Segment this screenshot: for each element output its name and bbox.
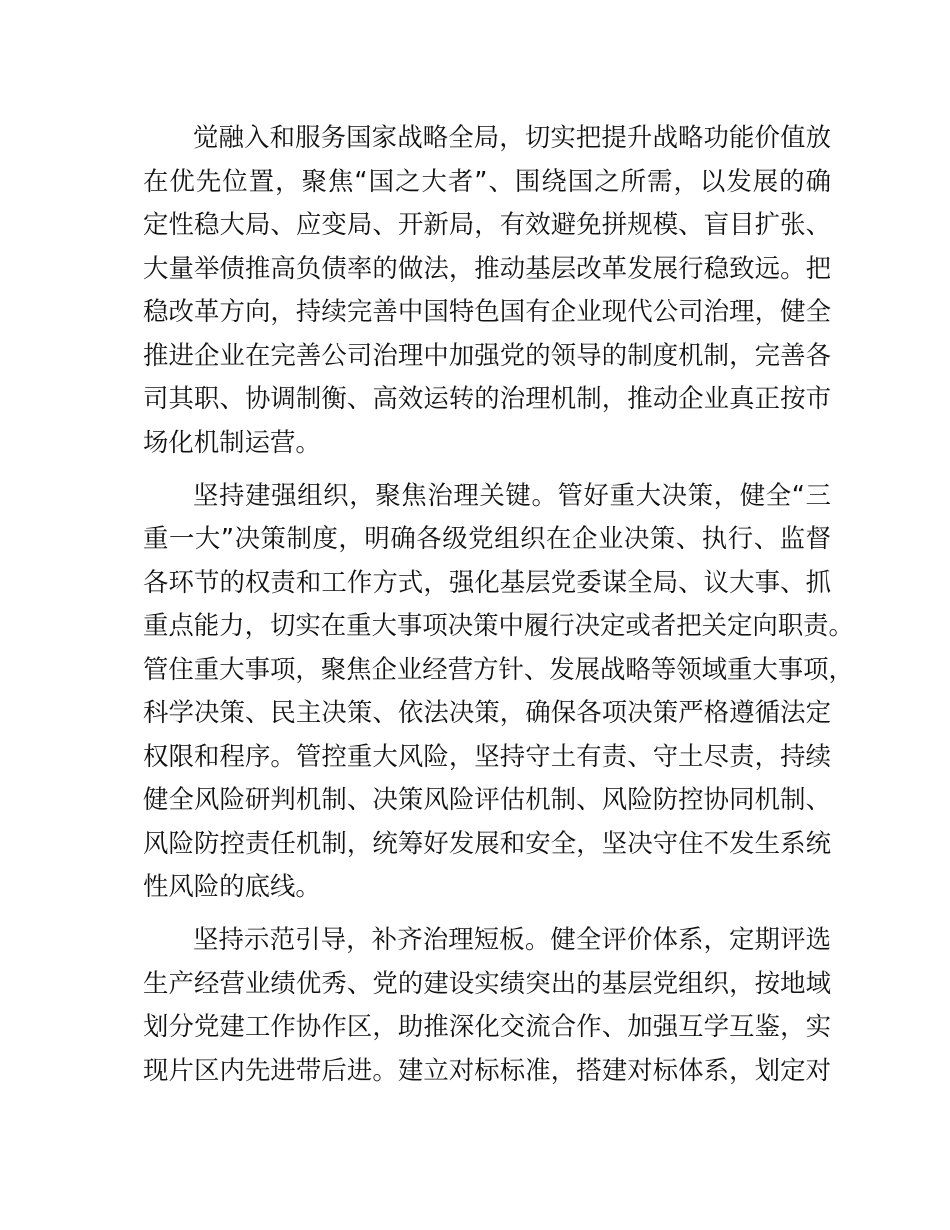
text-line: 司其职、协调制衡、高效运转的治理机制，推动企业真正按市	[143, 383, 831, 413]
text-line: 在优先位置，聚焦“国之大者”、围绕国之所需，以发展的确	[143, 165, 831, 196]
text-line: 觉融入和服务国家战略全局，切实把提升战略功能价值放	[193, 122, 831, 152]
text-line: 风险防控责任机制，统筹好发展和安全，坚决守住不发生系统	[143, 827, 831, 858]
text-line: 管住重大事项，聚焦企业经营方针、发展战略等领域重大事项，	[143, 653, 854, 684]
paragraph	[143, 116, 831, 464]
paragraph	[143, 474, 854, 909]
text-line: 坚持建强组织，聚焦治理关键。管好重大决策，健全“三	[193, 479, 831, 510]
text-line: 各环节的权责和工作方式，强化基层党委谋全局、议大事、抓	[143, 566, 831, 597]
text-line: 推进企业在完善公司治理中加强党的领导的制度机制，完善各	[143, 339, 831, 370]
text-line: 权限和程序。管控重大风险，坚持守土有责、守土尽责，持续	[143, 740, 831, 771]
text-line: 大量举债推高负债率的做法，推动基层改革发展行稳致远。把	[143, 252, 831, 283]
document-page	[143, 116, 854, 1102]
text-line: 健全风险研判机制、决策风险评估机制、风险防控协同机制、	[143, 784, 831, 814]
text-line: 划分党建工作协作区，助推深化交流合作、加强互学互鉴，实	[143, 1011, 831, 1041]
text-line: 科学决策、民主决策、依法决策，确保各项决策严格遵循法定	[143, 697, 831, 727]
paragraph	[143, 918, 831, 1092]
text-line: 重一大”决策制度，明确各级党组织在企业决策、执行、监督	[143, 523, 831, 553]
text-line: 生产经营业绩优秀、党的建设实绩突出的基层党组织，按地域	[143, 967, 831, 998]
text-line: 场化机制运营。	[143, 426, 321, 457]
text-line: 稳改革方向，持续完善中国特色国有企业现代公司治理，健全	[143, 296, 831, 326]
text-line: 性风险的底线。	[143, 871, 321, 901]
text-line: 定性稳大局、应变局、开新局，有效避免拼规模、盲目扩张、	[143, 209, 831, 239]
text-line: 现片区内先进带后进。建立对标标准，搭建对标体系，划定对	[143, 1054, 831, 1085]
text-line: 重点能力，切实在重大事项决策中履行决定或者把关定向职责。	[143, 610, 854, 640]
text-line: 坚持示范引导，补齐治理短板。健全评价体系，定期评选	[193, 924, 831, 954]
